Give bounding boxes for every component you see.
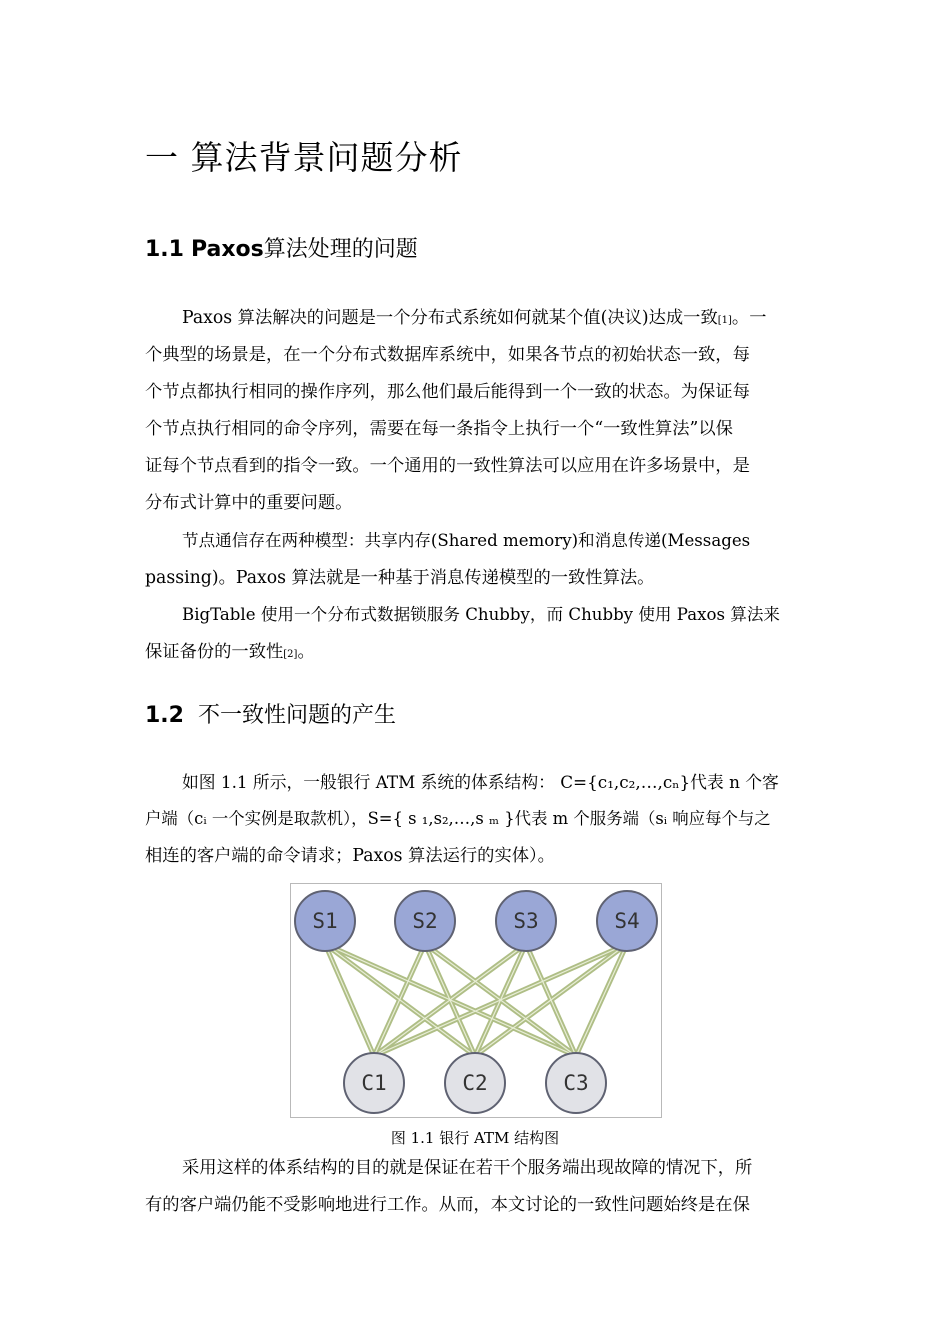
- paragraph-line: 分布式计算中的重要问题。: [145, 493, 353, 513]
- paragraph-line: passing)。Paxos 算法就是一种基于消息传递模型的一致性算法。: [145, 568, 655, 588]
- server-node: S2: [394, 890, 456, 952]
- server-node: S3: [495, 890, 557, 952]
- paragraph-line: 有的客户端仍能不受影响地进行工作。从而，本文讨论的一致性问题始终是在保: [145, 1195, 750, 1215]
- page-title: 一 算法背景问题分析: [145, 138, 463, 177]
- section-heading-text: 算法处理的问题: [263, 237, 418, 262]
- section-heading-text: 不一致性问题的产生: [197, 703, 396, 728]
- paragraph-line: 户端（cᵢ 一个实例是取款机），S={ s ₁,s₂,…,s ₘ }代表 m 个服务端（sᵢ 响应每个与之: [145, 809, 771, 828]
- paragraph-line: 如图 1.1 所示，一般银行 ATM 系统的体系结构： C={c₁,c₂,…,cₙ}代表 n 个客: [182, 772, 779, 792]
- section-number: 1.1: [145, 237, 184, 262]
- figure-caption: 图 1.1 银行 ATM 结构图: [390, 1129, 560, 1147]
- line-text: 。: [297, 642, 315, 662]
- paragraph-line: 证每个节点看到的指令一致。一个通用的一致性算法可以应用在许多场景中，是: [145, 456, 750, 476]
- line-text: 保证备份的一致性: [145, 642, 284, 662]
- section-heading-latin: Paxos: [190, 237, 264, 262]
- paragraph-line: [145, 640, 315, 667]
- server-node: S1: [294, 890, 356, 952]
- section-number: 1.2: [145, 703, 184, 728]
- atm-structure-figure: [290, 883, 662, 1118]
- paragraph-line: 个节点都执行相同的操作序列，那么他们最后能得到一个一致的状态。为保证每: [145, 382, 750, 402]
- client-node: C2: [444, 1052, 506, 1114]
- section-heading-1-1: [145, 232, 418, 263]
- server-node: S4: [596, 890, 658, 952]
- paragraph-line: 节点通信存在两种模型：共享内存(Shared memory)和消息传递(Messages: [182, 531, 751, 550]
- client-node: C1: [343, 1052, 405, 1114]
- paragraph-line: 个典型的场景是，在一个分布式数据库系统中，如果各节点的初始状态一致，每: [145, 345, 750, 365]
- paragraph-line: 个节点执行相同的命令序列，需要在每一条指令上执行一个“一致性算法”以保: [145, 419, 733, 439]
- paragraph-line: BigTable 使用一个分布式数据锁服务 Chubby，而 Chubby 使用 Paxos 算法来: [182, 605, 781, 624]
- paragraph-line: [182, 306, 767, 333]
- citation: [2]: [283, 649, 298, 660]
- paragraph-line: 采用这样的体系结构的目的就是保证在若干个服务端出现故障的情况下，所: [182, 1158, 753, 1178]
- line-text: 。一: [731, 308, 767, 328]
- client-node: C3: [545, 1052, 607, 1114]
- section-heading-1-2: [145, 698, 396, 729]
- line-text: Paxos 算法解决的问题是一个分布式系统如何就某个值(决议)达成一致: [182, 308, 718, 328]
- paragraph-line: 相连的客户端的命令请求；Paxos 算法运行的实体）。: [145, 846, 555, 866]
- citation: [1]: [717, 315, 732, 326]
